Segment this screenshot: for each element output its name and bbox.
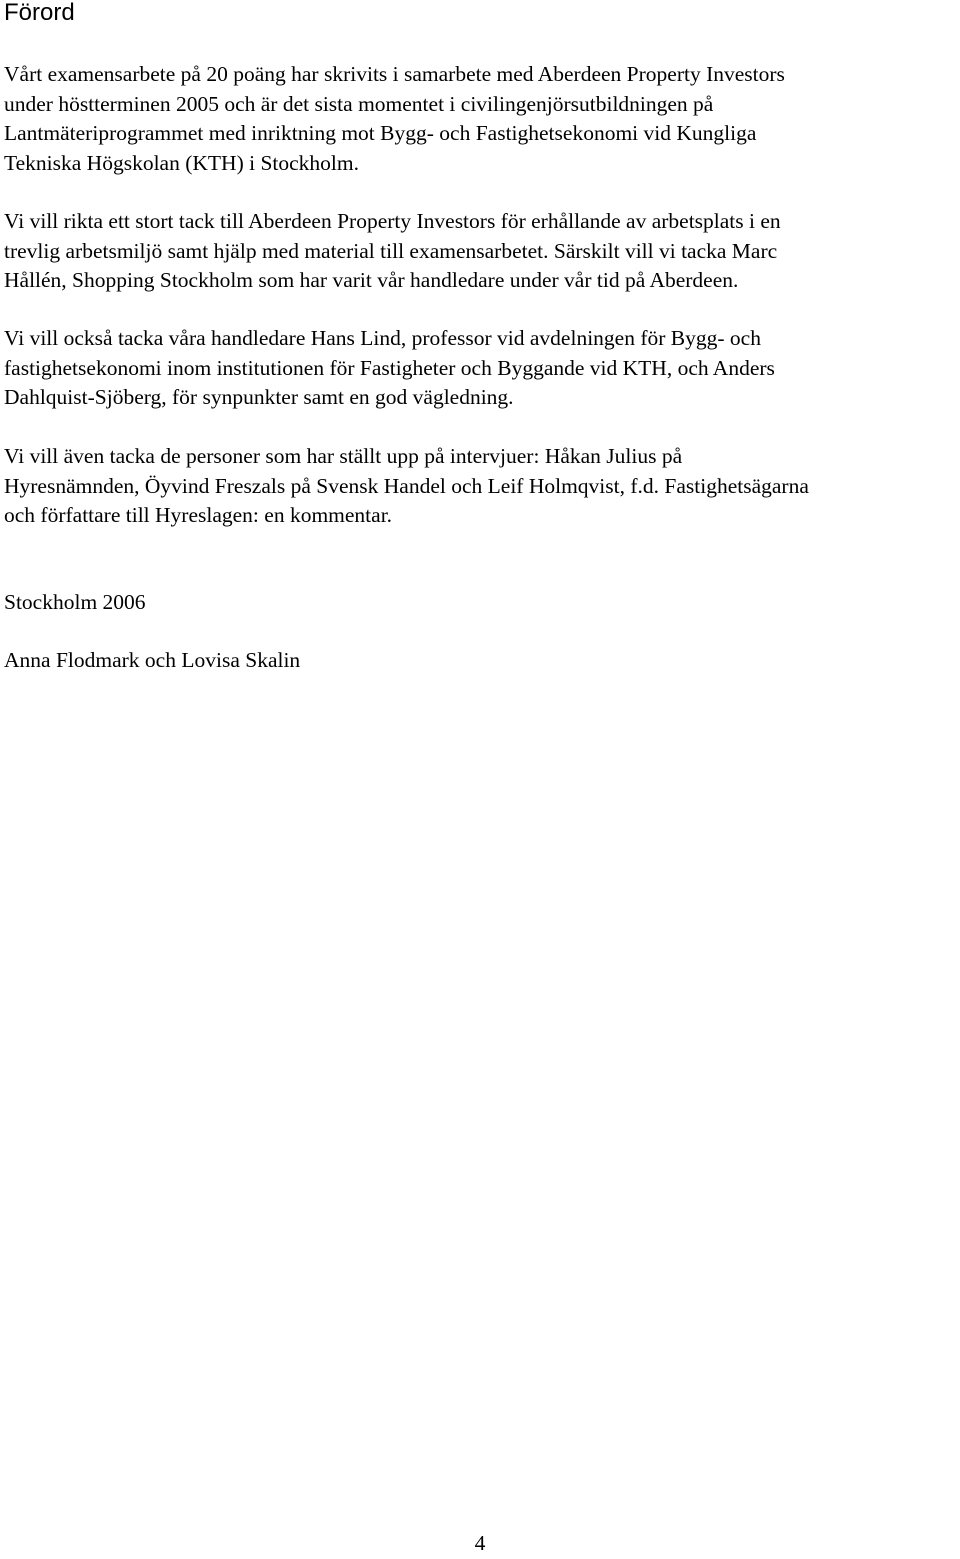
paragraph-line: Tekniska Högskolan (KTH) i Stockholm. — [4, 150, 359, 175]
paragraph-line: Vi vill även tacka de personer som har ställt upp på intervjuer: Håkan Julius på — [4, 444, 683, 468]
paragraph-thanks-supervisors — [4, 324, 775, 413]
paragraph-line: Vi vill också tacka våra handledare Hans Lind, professor vid avdelningen för Bygg- och — [4, 326, 761, 350]
paragraph-thanks-aberdeen — [4, 207, 781, 296]
paragraph-line: Vi vill rikta ett stort tack till Aberdeen Property Investors för erhållande av arbetsplats i en — [4, 209, 781, 233]
paragraph-line: Lantmäteriprogrammet med inriktning mot Bygg- och Fastighetsekonomi vid Kungliga — [4, 121, 757, 145]
paragraph-line: under höstterminen 2005 och är det sista momentet i civilingenjörsutbildningen på — [4, 91, 714, 116]
paragraph-line: och författare till Hyreslagen: en kommentar. — [4, 503, 393, 527]
paragraph-line: fastighetsekonomi inom institutionen för Fastigheter och Byggande vid KTH, och Anders — [4, 355, 775, 380]
page-title: Förord — [4, 0, 75, 26]
place-date: Stockholm 2006 — [4, 590, 146, 614]
paragraph-line: Hyresnämnden, Öyvind Freszals på Svensk Handel och Leif Holmqvist, f.d. Fastighetsägarna — [4, 473, 809, 498]
page-number: 4 — [474, 1531, 486, 1555]
paragraph-line: Vårt examensarbete på 20 poäng har skrivits i samarbete med Aberdeen Property Investors — [4, 62, 785, 86]
authors: Anna Flodmark och Lovisa Skalin — [4, 648, 301, 672]
paragraph-line: trevlig arbetsmiljö samt hjälp med material till examensarbetet. Särskilt vill vi tacka Marc — [4, 238, 778, 263]
paragraph-introduction — [4, 60, 785, 178]
paragraph-line: Hållén, Shopping Stockholm som har varit vår handledare under vår tid på Aberdeen. — [4, 268, 739, 292]
paragraph-line: Dahlquist-Sjöberg, för synpunkter samt en god vägledning. — [4, 385, 514, 409]
paragraph-thanks-interviewees — [4, 442, 809, 531]
